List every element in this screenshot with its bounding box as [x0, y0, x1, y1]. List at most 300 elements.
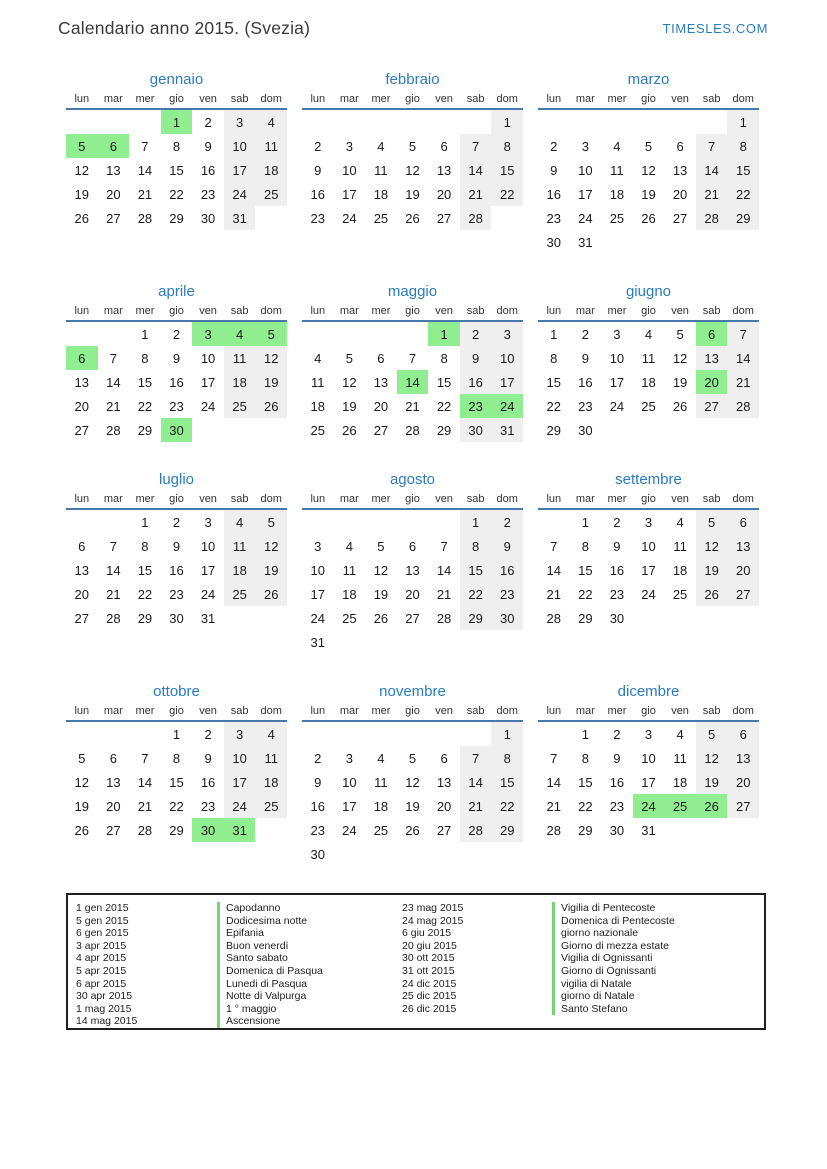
month-title: marzo — [627, 71, 670, 88]
day-cell: 3 — [192, 322, 224, 346]
day-cell: 17 — [342, 798, 357, 814]
day-cell: 16 — [546, 186, 562, 202]
day-cell: 26 — [255, 582, 287, 606]
day-cell: 9 — [314, 162, 322, 178]
dow-label-ven: ven — [435, 93, 453, 105]
day-cell: 29 — [491, 818, 523, 842]
day-cell: 15 — [460, 558, 492, 582]
legend-dates-left — [76, 902, 217, 1028]
dow-label-mar: mar — [339, 93, 359, 105]
day-cell: 1 — [428, 322, 460, 346]
legend-holiday: Vigilia di Ognissanti — [552, 952, 764, 965]
day-cell: 23 — [460, 394, 492, 418]
day-cell-empty — [397, 110, 429, 134]
day-cell: 10 — [609, 350, 625, 366]
day-cell: 20 — [436, 798, 452, 814]
day-cell: 17 — [310, 586, 326, 602]
day-cell: 16 — [609, 562, 625, 578]
day-cell-empty — [460, 722, 492, 746]
day-cell: 3 — [345, 750, 353, 766]
dow-label-sab: sab — [466, 305, 485, 317]
legend-holiday: vigilia di Natale — [552, 978, 764, 991]
dow-label-gio: gio — [405, 93, 420, 105]
day-cell: 11 — [374, 162, 388, 178]
month-dicembre — [538, 682, 759, 842]
month-ottobre — [66, 682, 287, 842]
legend-date: 5 apr 2015 — [76, 964, 127, 977]
day-cell: 22 — [137, 586, 153, 602]
day-cell: 12 — [255, 534, 287, 558]
day-cell: 11 — [311, 374, 325, 390]
legend-date: 23 mag 2015 — [402, 902, 464, 914]
day-cell: 10 — [342, 774, 357, 790]
dow-label-mar: mar — [575, 305, 595, 317]
day-cell-empty — [696, 110, 728, 134]
day-cell: 13 — [436, 774, 452, 790]
day-cell: 13 — [672, 162, 688, 178]
day-cell-empty — [334, 722, 366, 746]
day-cell: 3 — [644, 514, 653, 530]
day-cell-empty — [334, 510, 366, 534]
day-cell: 21 — [106, 586, 121, 602]
day-cell: 7 — [141, 138, 149, 154]
dow-label-lun: lun — [74, 705, 90, 717]
day-cell-empty — [538, 722, 570, 746]
day-cell: 11 — [641, 350, 656, 366]
day-cell: 30 — [169, 610, 184, 626]
day-cell: 6 — [696, 322, 728, 346]
day-cell: 28 — [546, 822, 562, 838]
day-cell: 16 — [609, 774, 625, 790]
day-cell: 26 — [74, 822, 90, 838]
day-cell-empty — [302, 510, 334, 534]
day-cell: 5 — [408, 750, 417, 766]
dow-label-dom: dom — [496, 493, 518, 505]
day-cell: 3 — [224, 722, 256, 746]
day-cell: 16 — [491, 558, 523, 582]
month-maggio — [302, 282, 523, 442]
day-cell-empty — [66, 322, 98, 346]
dow-label-mar: mar — [103, 705, 123, 717]
legend-date: 4 apr 2015 — [76, 952, 127, 965]
month-days — [302, 722, 523, 866]
day-cell: 8 — [460, 534, 492, 558]
day-cell-empty — [664, 110, 696, 134]
day-cell: 20 — [436, 186, 452, 202]
legend-names-right — [552, 902, 764, 1028]
day-cell: 13 — [696, 346, 728, 370]
day-cell: 1 — [727, 110, 759, 134]
day-cell: 8 — [172, 138, 181, 154]
day-cell: 19 — [255, 370, 287, 394]
dow-label-mer: mer — [371, 493, 391, 505]
day-cell: 15 — [546, 374, 562, 390]
day-cell: 26 — [373, 610, 389, 626]
day-cell-empty — [428, 110, 460, 134]
dow-label-lun: lun — [74, 305, 90, 317]
page-title: Calendario anno 2015. (Svezia) — [58, 18, 311, 38]
day-cell: 24 — [224, 794, 256, 818]
day-cell-empty — [66, 110, 98, 134]
legend-holiday: giorno nazionale — [552, 927, 764, 940]
day-cell: 5 — [255, 510, 287, 534]
legend-date: 5 gen 2015 — [76, 914, 129, 927]
dow-label-dom: dom — [260, 305, 282, 317]
legend-names-left — [217, 902, 402, 1028]
day-cell: 31 — [641, 822, 656, 838]
day-cell: 15 — [436, 374, 452, 390]
day-cell: 21 — [137, 798, 153, 814]
dow-label-mar: mar — [575, 493, 595, 505]
day-cell: 10 — [641, 750, 656, 766]
legend-holiday: Ascensione — [217, 1015, 402, 1028]
day-cell: 19 — [672, 374, 688, 390]
day-cell: 9 — [204, 138, 212, 154]
dow-label-sab: sab — [230, 305, 249, 317]
legend-holiday: Capodanno — [217, 902, 402, 915]
day-cell: 24 — [200, 398, 216, 414]
day-cell: 14 — [106, 562, 121, 578]
month-title: settembre — [615, 471, 682, 488]
day-cell: 4 — [224, 322, 256, 346]
day-cell: 22 — [546, 398, 562, 414]
dow-label-ven: ven — [199, 705, 217, 717]
day-cell: 29 — [137, 422, 153, 438]
day-cell: 23 — [609, 586, 625, 602]
day-cell: 18 — [373, 186, 389, 202]
day-cell: 4 — [377, 750, 385, 766]
day-cell: 12 — [405, 774, 420, 790]
day-cell: 17 — [641, 774, 656, 790]
dow-label-ven: ven — [199, 93, 217, 105]
day-cell: 18 — [373, 798, 389, 814]
day-cell: 29 — [460, 606, 492, 630]
legend-holiday: Epifania — [217, 927, 402, 940]
day-cell: 16 — [310, 186, 326, 202]
holiday-legend-box — [66, 893, 766, 1030]
day-cell-empty — [397, 322, 429, 346]
day-cell: 28 — [696, 206, 728, 230]
dow-label-ven: ven — [199, 305, 217, 317]
day-cell: 20 — [74, 586, 90, 602]
month-marzo — [538, 70, 759, 254]
dow-label-dom: dom — [260, 493, 282, 505]
day-cell: 4 — [345, 538, 353, 554]
day-cell: 3 — [644, 726, 653, 742]
legend-holiday: Giorno di mezza estate — [552, 940, 764, 953]
day-cell: 8 — [491, 746, 523, 770]
day-cell: 11 — [224, 534, 256, 558]
dow-header-row — [538, 493, 759, 510]
day-cell: 14 — [137, 774, 153, 790]
day-cell: 29 — [578, 822, 593, 838]
dow-header-row — [66, 305, 287, 322]
month-title: dicembre — [617, 683, 680, 700]
day-cell: 22 — [578, 798, 593, 814]
dow-header-row — [66, 493, 287, 510]
legend-holiday: Dodicesima notte — [217, 915, 402, 928]
day-cell: 8 — [141, 350, 149, 366]
day-cell-empty — [538, 110, 570, 134]
day-cell: 9 — [460, 346, 492, 370]
day-cell: 2 — [204, 114, 212, 130]
dow-label-sab: sab — [230, 93, 249, 105]
day-cell: 4 — [255, 722, 287, 746]
day-cell-empty — [365, 510, 397, 534]
legend-holiday: Santo sabato — [217, 952, 402, 965]
month-days — [302, 110, 523, 230]
day-cell: 27 — [106, 822, 121, 838]
day-cell: 1 — [141, 514, 149, 530]
day-cell: 24 — [310, 610, 326, 626]
day-cell: 21 — [460, 794, 492, 818]
dow-label-dom: dom — [496, 705, 518, 717]
day-cell: 11 — [255, 134, 287, 158]
day-cell: 30 — [578, 422, 593, 438]
day-cell: 13 — [74, 562, 90, 578]
day-cell: 10 — [200, 350, 216, 366]
month-days — [66, 322, 287, 442]
day-cell: 9 — [172, 350, 181, 366]
day-cell: 4 — [255, 110, 287, 134]
day-cell: 15 — [578, 774, 593, 790]
month-settembre — [538, 470, 759, 630]
month-days — [302, 322, 523, 442]
month-title: gennaio — [149, 71, 204, 88]
day-cell: 18 — [224, 370, 256, 394]
dow-label-dom: dom — [732, 493, 754, 505]
day-cell: 26 — [696, 794, 728, 818]
day-cell: 13 — [405, 562, 420, 578]
day-cell: 25 — [672, 586, 688, 602]
day-cell: 2 — [172, 514, 181, 530]
day-cell: 10 — [342, 162, 357, 178]
dow-label-mar: mar — [339, 493, 359, 505]
legend-date: 1 gen 2015 — [76, 902, 129, 914]
day-cell: 26 — [405, 210, 420, 226]
day-cell: 16 — [460, 370, 492, 394]
month-days — [538, 722, 759, 842]
day-cell: 14 — [106, 374, 121, 390]
day-cell: 28 — [137, 210, 153, 226]
day-cell-empty — [129, 722, 161, 746]
dow-label-dom: dom — [732, 93, 754, 105]
day-cell: 11 — [673, 538, 687, 554]
day-cell: 14 — [397, 370, 429, 394]
day-cell: 31 — [224, 206, 256, 230]
day-cell: 4 — [676, 514, 684, 530]
dow-label-gio: gio — [169, 705, 184, 717]
day-cell: 9 — [491, 534, 523, 558]
month-days — [538, 510, 759, 630]
day-cell-empty — [365, 322, 397, 346]
legend-date: 26 dic 2015 — [402, 1002, 457, 1015]
day-cell: 2 — [460, 322, 492, 346]
dow-label-lun: lun — [74, 93, 90, 105]
day-cell: 23 — [200, 186, 216, 202]
day-cell: 16 — [200, 162, 216, 178]
dow-label-lun: lun — [310, 93, 326, 105]
day-cell: 11 — [374, 774, 388, 790]
day-cell: 3 — [314, 538, 322, 554]
dow-label-mar: mar — [103, 493, 123, 505]
day-cell: 12 — [255, 346, 287, 370]
day-cell: 5 — [377, 538, 385, 554]
day-cell: 18 — [255, 770, 287, 794]
dow-label-dom: dom — [260, 93, 282, 105]
day-cell: 2 — [314, 750, 322, 766]
day-cell: 20 — [74, 398, 90, 414]
day-cell: 29 — [169, 210, 184, 226]
day-cell: 27 — [74, 610, 90, 626]
dow-label-mer: mer — [371, 705, 391, 717]
legend-date: 30 apr 2015 — [76, 990, 133, 1003]
day-cell: 6 — [109, 750, 117, 766]
day-cell: 3 — [613, 326, 621, 342]
day-cell: 5 — [78, 750, 86, 766]
day-cell: 3 — [204, 514, 212, 530]
legend-holiday: Domenica di Pasqua — [217, 965, 402, 978]
day-cell: 29 — [578, 610, 593, 626]
day-cell: 6 — [78, 538, 86, 554]
day-cell: 8 — [581, 538, 589, 554]
day-cell: 9 — [581, 350, 589, 366]
day-cell: 25 — [609, 210, 625, 226]
day-cell: 29 — [137, 610, 153, 626]
day-cell: 24 — [641, 586, 656, 602]
day-cell: 18 — [641, 374, 656, 390]
day-cell: 1 — [161, 110, 193, 134]
day-cell: 1 — [491, 722, 523, 746]
month-title: febbraio — [385, 71, 440, 88]
day-cell: 14 — [727, 346, 759, 370]
day-cell: 24 — [224, 182, 256, 206]
day-cell: 12 — [405, 162, 420, 178]
month-days — [538, 322, 759, 442]
day-cell-empty — [365, 722, 397, 746]
day-cell: 8 — [440, 350, 448, 366]
day-cell: 8 — [491, 134, 523, 158]
day-cell: 2 — [581, 326, 589, 342]
day-cell: 27 — [74, 422, 90, 438]
day-cell-empty — [570, 110, 602, 134]
day-cell: 5 — [676, 326, 684, 342]
day-cell: 30 — [200, 210, 216, 226]
day-cell: 6 — [440, 750, 448, 766]
day-cell: 30 — [192, 818, 224, 842]
day-cell: 3 — [491, 322, 523, 346]
day-cell: 31 — [224, 818, 256, 842]
day-cell: 20 — [672, 186, 688, 202]
day-cell: 12 — [672, 350, 688, 366]
day-cell: 5 — [696, 510, 728, 534]
legend-holiday: Lunedi di Pasqua — [217, 978, 402, 991]
day-cell: 25 — [664, 794, 696, 818]
day-cell: 17 — [224, 158, 256, 182]
day-cell: 30 — [546, 234, 562, 250]
day-cell: 7 — [696, 134, 728, 158]
legend-date: 6 apr 2015 — [76, 977, 127, 990]
day-cell: 15 — [491, 158, 523, 182]
legend-date: 31 ott 2015 — [402, 964, 455, 977]
day-cell: 19 — [74, 186, 90, 202]
day-cell: 7 — [440, 538, 448, 554]
day-cell: 18 — [310, 398, 326, 414]
day-cell-empty — [365, 110, 397, 134]
day-cell: 31 — [491, 418, 523, 442]
day-cell: 14 — [460, 770, 492, 794]
day-cell: 28 — [460, 206, 492, 230]
dow-label-dom: dom — [496, 93, 518, 105]
day-cell: 28 — [405, 422, 420, 438]
day-cell: 23 — [491, 582, 523, 606]
dow-label-lun: lun — [546, 305, 562, 317]
dow-header-row — [302, 305, 523, 322]
day-cell-empty — [334, 322, 366, 346]
day-cell-empty — [633, 110, 665, 134]
month-days — [66, 722, 287, 842]
day-cell: 28 — [106, 610, 121, 626]
day-cell: 12 — [373, 562, 389, 578]
day-cell: 18 — [672, 562, 688, 578]
day-cell: 22 — [137, 398, 153, 414]
dow-label-gio: gio — [405, 705, 420, 717]
dow-label-mer: mer — [135, 93, 155, 105]
dow-header-row — [66, 705, 287, 722]
day-cell: 17 — [342, 186, 357, 202]
legend-holiday: Vigilia di Pentecoste — [552, 902, 764, 915]
day-cell: 14 — [696, 158, 728, 182]
legend-date: 24 dic 2015 — [402, 977, 457, 990]
day-cell: 9 — [613, 750, 621, 766]
day-cell: 6 — [727, 722, 759, 746]
day-cell: 17 — [641, 562, 656, 578]
day-cell: 17 — [578, 186, 593, 202]
day-cell: 11 — [342, 562, 357, 578]
day-cell: 4 — [613, 138, 621, 154]
day-cell: 5 — [408, 138, 417, 154]
day-cell: 5 — [696, 722, 728, 746]
legend-holiday: Santo Stefano — [552, 1003, 764, 1016]
day-cell-empty — [397, 722, 429, 746]
dow-label-gio: gio — [641, 305, 656, 317]
day-cell-empty — [428, 510, 460, 534]
dow-label-mar: mar — [575, 93, 595, 105]
legend-date: 20 giu 2015 — [402, 939, 457, 952]
legend-holiday: Buon venerdì — [217, 940, 402, 953]
day-cell: 3 — [345, 138, 353, 154]
day-cell: 21 — [696, 182, 728, 206]
day-cell: 9 — [314, 774, 322, 790]
day-cell: 28 — [137, 822, 153, 838]
day-cell: 30 — [609, 822, 625, 838]
day-cell: 6 — [98, 134, 130, 158]
day-cell: 9 — [613, 538, 621, 554]
dow-label-lun: lun — [310, 705, 326, 717]
dow-label-mar: mar — [575, 705, 595, 717]
day-cell: 6 — [377, 350, 385, 366]
day-cell: 15 — [578, 562, 593, 578]
dow-label-sab: sab — [466, 493, 485, 505]
day-cell: 24 — [342, 822, 357, 838]
day-cell: 16 — [200, 774, 216, 790]
day-cell: 16 — [578, 374, 593, 390]
site-link[interactable]: TIMESLES.COM — [662, 21, 768, 36]
day-cell: 15 — [727, 158, 759, 182]
day-cell: 22 — [436, 398, 452, 414]
dow-header-row — [302, 705, 523, 722]
dow-header-row — [66, 93, 287, 110]
